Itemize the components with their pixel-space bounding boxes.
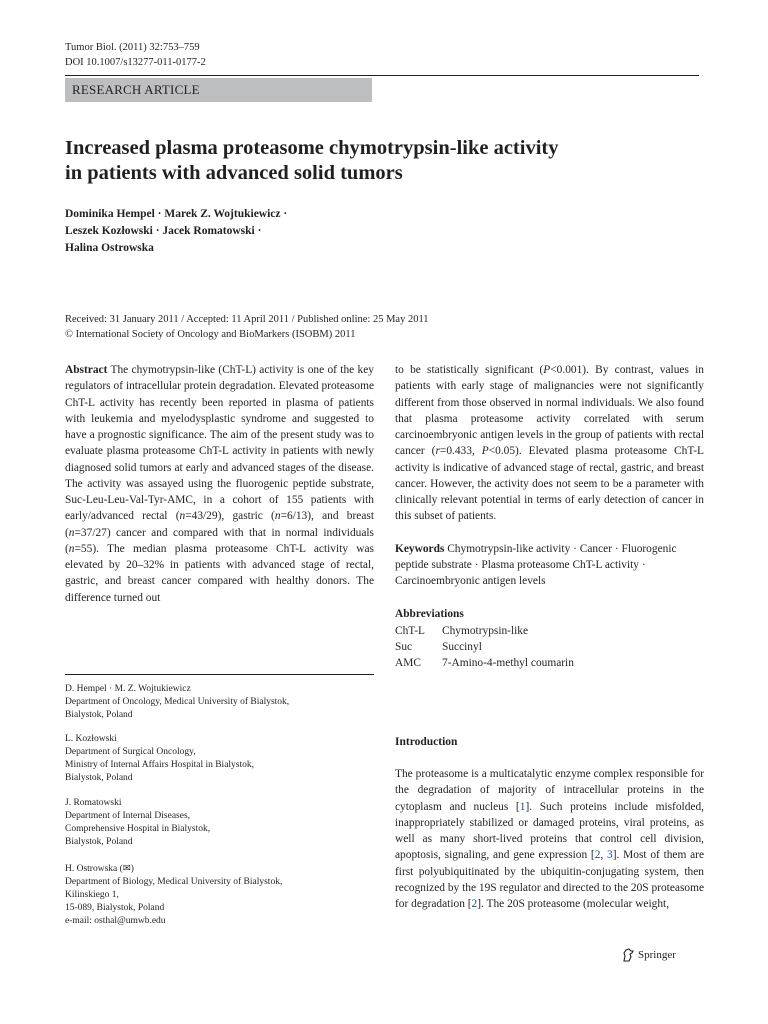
- title-line-1: Increased plasma proteasome chymotrypsin-like activity: [65, 137, 559, 159]
- abbreviation-row: ChT-L Chymotrypsin-like: [395, 624, 529, 637]
- affiliation-block: D. Hempel · M. Z. Wojtukiewicz Department of Oncology, Medical University of Bialystok, Bialystok, Poland: [65, 684, 290, 720]
- keywords-label: Keywords: [395, 542, 445, 555]
- email-link[interactable]: e-mail: osthal@umwb.edu: [65, 916, 166, 926]
- keywords: [395, 541, 704, 590]
- abbreviations-heading: Abbreviations: [395, 608, 464, 621]
- header-rule: [65, 75, 699, 76]
- title-line-2: in patients with advanced solid tumors: [65, 162, 403, 184]
- doi[interactable]: DOI 10.1007/s13277-011-0177-2: [65, 57, 206, 68]
- abstract-left-column: [65, 362, 374, 606]
- abbreviations-list: [395, 623, 704, 672]
- abbreviation-row: AMC 7-Amino-4-methyl coumarin: [395, 657, 574, 669]
- publisher-logo: [622, 948, 676, 962]
- introduction-text: The proteasome is a multicatalytic enzyme complex responsible for the degradation of majority of intracellular proteins in the cytoplasm and nucleus [1]. Such proteins include misfolded, inappropriately stabilized or damaged proteins, viral proteins, as well as many short-lived proteins that control cell division, apoptosis, signaling, and gene expression [2, 3]. Most of them are first polyubiquitinated by the ubiquitin-conjugating system, then recognized by the 19S regulator and directed to the 20S proteasome for degradation [2]. The 20S proteasome (molecular weight,: [395, 768, 705, 910]
- journal-citation: Tumor Biol. (2011) 32:753–759: [65, 42, 200, 53]
- abstract-right-column: [395, 362, 704, 671]
- author-line[interactable]: Dominika Hempel · Marek Z. Wojtukiewicz ·: [65, 208, 288, 220]
- citation-link[interactable]: 3: [607, 849, 613, 862]
- dates-line: Received: 31 January 2011 / Accepted: 11 April 2011 / Published online: 25 May 2011: [65, 314, 429, 325]
- abstract-paragraph: Abstract The chymotrypsin-like (ChT-L) activity is one of the key regulators of intracellular protein degradation. Elevated proteasome ChT-L activity has recently been reported in plasma of patients with leukemia and myelodysplastic syndrome and suggested to have a prognostic significance. The aim of the present study was to evaluate plasma proteasome ChT-L activity in patients with newly diagnosed solid tumors at early and advanced stages of the disease. The activity was assayed using the fluorogenic peptide substrate, Suc-Leu-Leu-Val-Tyr-AMC, in a cohort of 155 patients with early/advanced rectal (n=43/29), gastric (n=6/13), and breast (n=37/27) cancer and compared with that in normal individuals (n=55). The median plasma proteasome ChT-L activity was elevated by 20–32% in patients with advanced stage of rectal, gastric, and breast cancer compared with healthy donors. The difference turned out: [65, 364, 374, 604]
- abbreviation-row: Suc Succinyl: [395, 640, 482, 653]
- copyright-line: © International Society of Oncology and BioMarkers (ISOBM) 2011: [65, 329, 356, 340]
- author-list: [65, 206, 625, 257]
- article-title: [65, 136, 705, 186]
- citation-link[interactable]: 2: [471, 898, 478, 910]
- introduction-heading: Introduction: [395, 736, 458, 748]
- abstract-label: Abstract: [65, 364, 108, 376]
- affiliation-block: L. Kozłowski Department of Surgical Oncology, Ministry of Internal Affairs Hospital in Bialystok, Bialystok, Poland: [65, 734, 255, 783]
- author-line[interactable]: Leszek Kozłowski · Jacek Romatowski ·: [65, 225, 262, 237]
- citation-link[interactable]: 2: [594, 849, 601, 862]
- abstract-continuation: to be statistically significant (P<0.001). By contrast, values in patients with early stage of malignancies were not significantly different from those observed in normal individuals. We also found that plasma proteasome activity correlated with serum carcinoembryonic antigen levels in the group of patients with rectal cancer (r=0.433, P<0.05). Elevated plasma proteasome ChT-L activity is indicative of advanced stage of rectal, gastric, and breast cancer. However, the activity does not seem to be a parameter with clinically relevant potential in terms of early detection of cancer in this subset of patients.: [395, 364, 705, 523]
- publication-history: [65, 312, 705, 342]
- article-type-badge: RESEARCH ARTICLE: [65, 78, 372, 102]
- springer-horse-icon: [622, 948, 635, 962]
- affiliation-rule: [65, 674, 374, 675]
- citation-link[interactable]: 1: [519, 800, 526, 813]
- journal-header: [65, 40, 206, 70]
- keywords-text: Chymotrypsin-like activity · Cancer · Fluorogenic peptide substrate · Plasma proteasome ChT-L activity · Carcinoembryonic antigen levels: [395, 542, 677, 587]
- affiliation-block: H. Ostrowska (✉) Department of Biology, Medical University of Bialystok, Kilinskiego 1, 15-089, Bialystok, Poland e-mail: osthal@umwb.edu: [65, 863, 374, 928]
- affiliation-block: J. Romatowski Department of Internal Diseases, Comprehensive Hospital in Bialystok, Bialystok, Poland: [65, 798, 211, 847]
- publisher-name: Springer: [638, 949, 676, 961]
- author-line[interactable]: Halina Ostrowska: [65, 242, 154, 254]
